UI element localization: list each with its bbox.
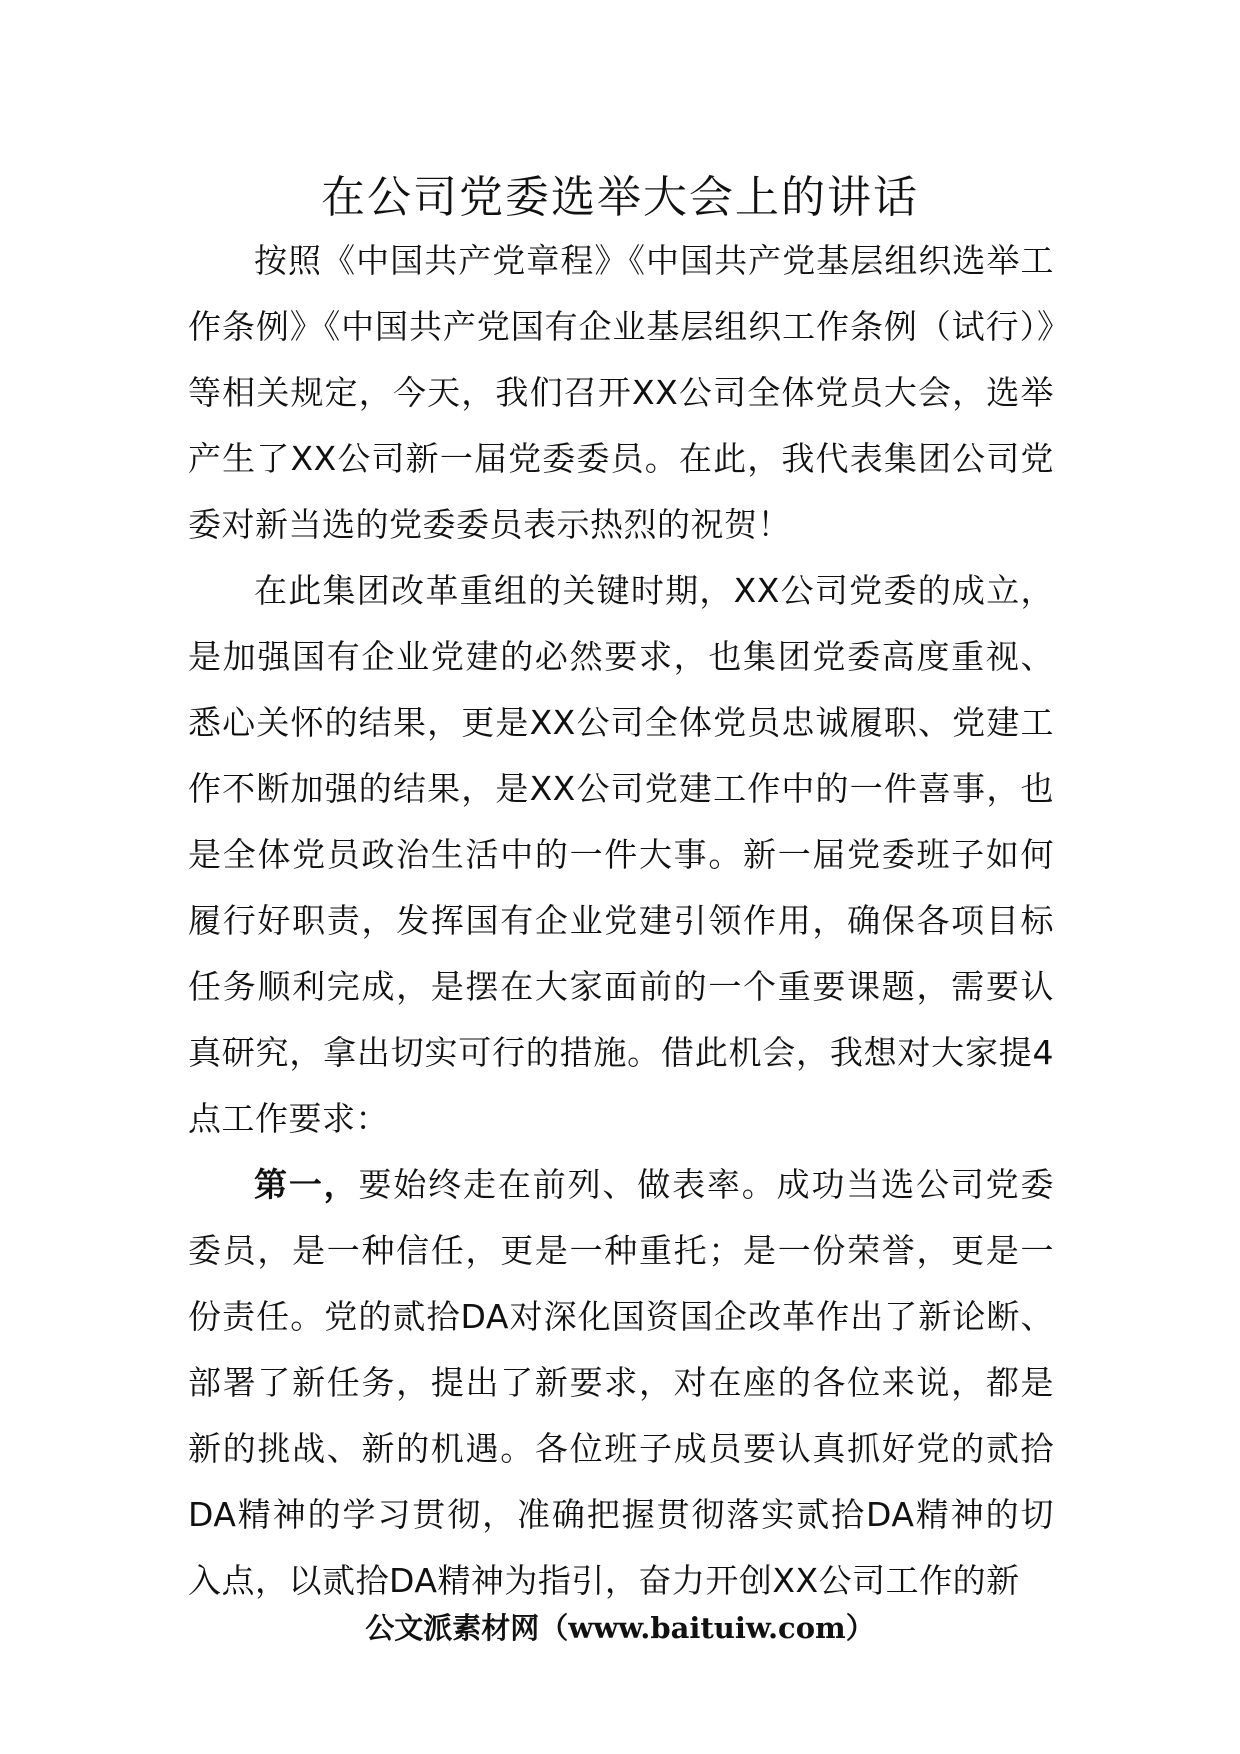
document-body xyxy=(188,228,1054,1614)
page-title: 在公司党委选举大会上的讲话 xyxy=(321,172,919,223)
paragraph-3 xyxy=(188,1152,1054,1614)
paragraph-3-lead: 第一， xyxy=(254,1165,359,1204)
paragraph-1-text: 按照《中国共产党章程》《中国共产党基层组织选举工作条例》《中国共产党国有企业基层组织工作条例（试行）》等相关规定，今天，我们召开XX公司全体党员大会，选举产生了XX公司新一届党委委员。在此，我代表集团公司党委对新当选的党委委员表示热烈的祝贺！ xyxy=(188,241,1054,544)
paragraph-2-text: 在此集团改革重组的关键时期，XX公司党委的成立，是加强国有企业党建的必然要求，也集团党委高度重视、悉心关怀的结果，更是XX公司全体党员忠诚履职、党建工作不断加强的结果，是XX公司党建工作中的一件喜事，也是全体党员政治生活中的一件大事。新一届党委班子如何履行好职责，发挥国有企业党建引领作用，确保各项目标任务顺利完成，是摆在大家面前的一个重要课题，需要认真研究，拿出切实可行的措施。借此机会，我想对大家提4点工作要求： xyxy=(188,571,1054,1138)
paragraph-2 xyxy=(188,558,1054,1152)
paragraph-1 xyxy=(188,228,1054,558)
paragraph-3-text: 要始终走在前列、做表率。成功当选公司党委委员，是一种信任，更是一种重托；是一份荣誉，更是一份责任。党的贰拾DA对深化国资国企改革作出了新论断、部署了新任务，提出了新要求，对在座的各位来说，都是新的挑战、新的机遇。各位班子成员要认真抓好党的贰拾DA精神的学习贯彻，准确把握贯彻落实贰拾DA精神的切入点，以贰拾DA精神为指引，奋力开创XX公司工作的新 xyxy=(188,1165,1055,1600)
footer-watermark: 公文派素材网（www.baituiw.com） xyxy=(365,1611,875,1645)
